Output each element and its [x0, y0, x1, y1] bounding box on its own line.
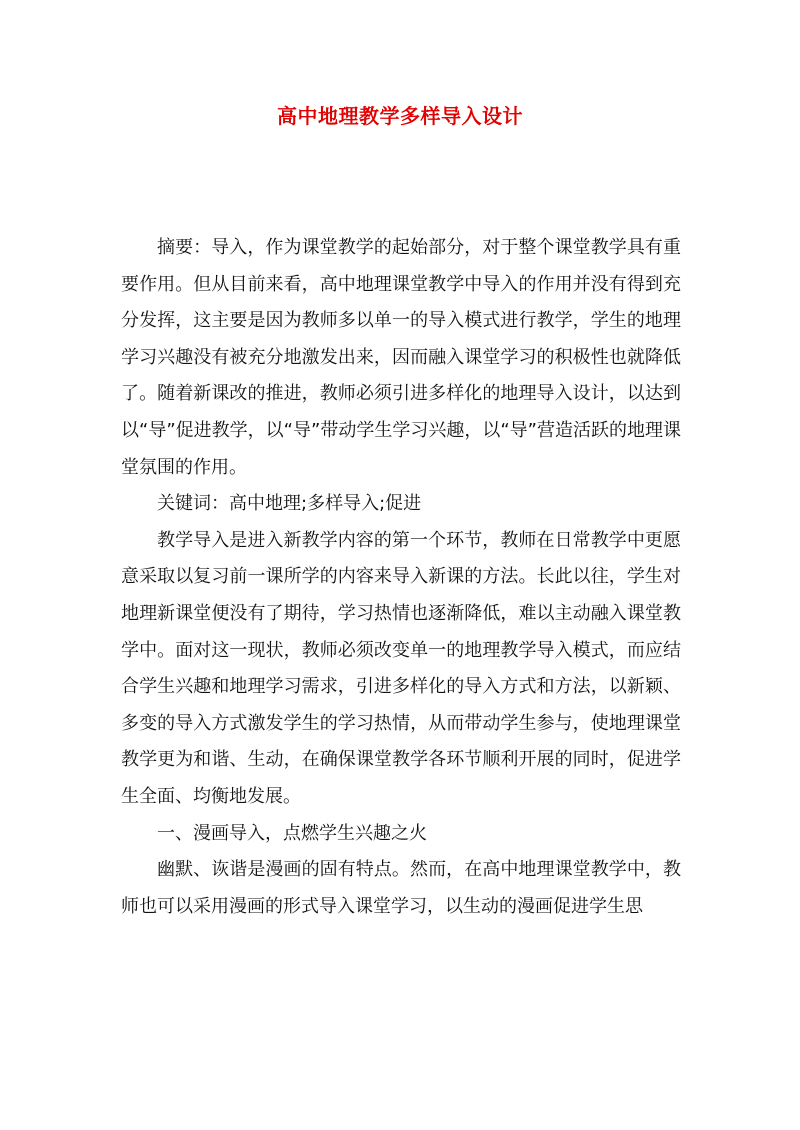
keywords-paragraph: 关键词：高中地理;多样导入;促进: [157, 493, 422, 515]
introduction-paragraph: 教学导入是进入新教学内容的第一个环节，教师在日常教学中更愿意采取以复习前一课所学的内容来导入新课的方法。长此以往，学生对地理新课堂便没有了期待，学习热情也逐渐降低，难以主动融入课堂教学中。面对这一现状，教师必须改变单一的地理教学导入模式，而应结合学生兴趣和地理学习需求，引进多样化的导入方式和方法，以新颖、多变的导入方式激发学生的学习热情，从而带动学生参与，使地理课堂教学更为和谐、生动，在确保课堂教学各环节顺利开展的同时，促进学生全面、均衡地发展。: [121, 529, 681, 807]
section-1-heading: 一、漫画导入，点燃学生兴趣之火: [157, 822, 427, 844]
section-1-paragraph: 幽默、诙谐是漫画的固有特点。然而，在高中地理课堂教学中，教师也可以采用漫画的形式导入课堂学习，以生动的漫画促进学生思: [121, 859, 681, 917]
document-body: [121, 230, 681, 925]
abstract-paragraph: 摘要：导入，作为课堂教学的起始部分，对于整个课堂教学具有重要作用。但从目前来看，高中地理课堂教学中导入的作用并没有得到充分发挥，这主要是因为教师多以单一的导入模式进行教学，学生的地理学习兴趣没有被充分地激发出来，因而融入课堂学习的积极性也就降低了。随着新课改的推进，教师必须引进多样化的地理导入设计，以达到以“导”促进教学，以“导”带动学生学习兴趣，以“导”营造活跃的地理课堂氛围的作用。: [121, 237, 681, 478]
document-title: 高中地理教学多样导入设计: [277, 104, 523, 128]
